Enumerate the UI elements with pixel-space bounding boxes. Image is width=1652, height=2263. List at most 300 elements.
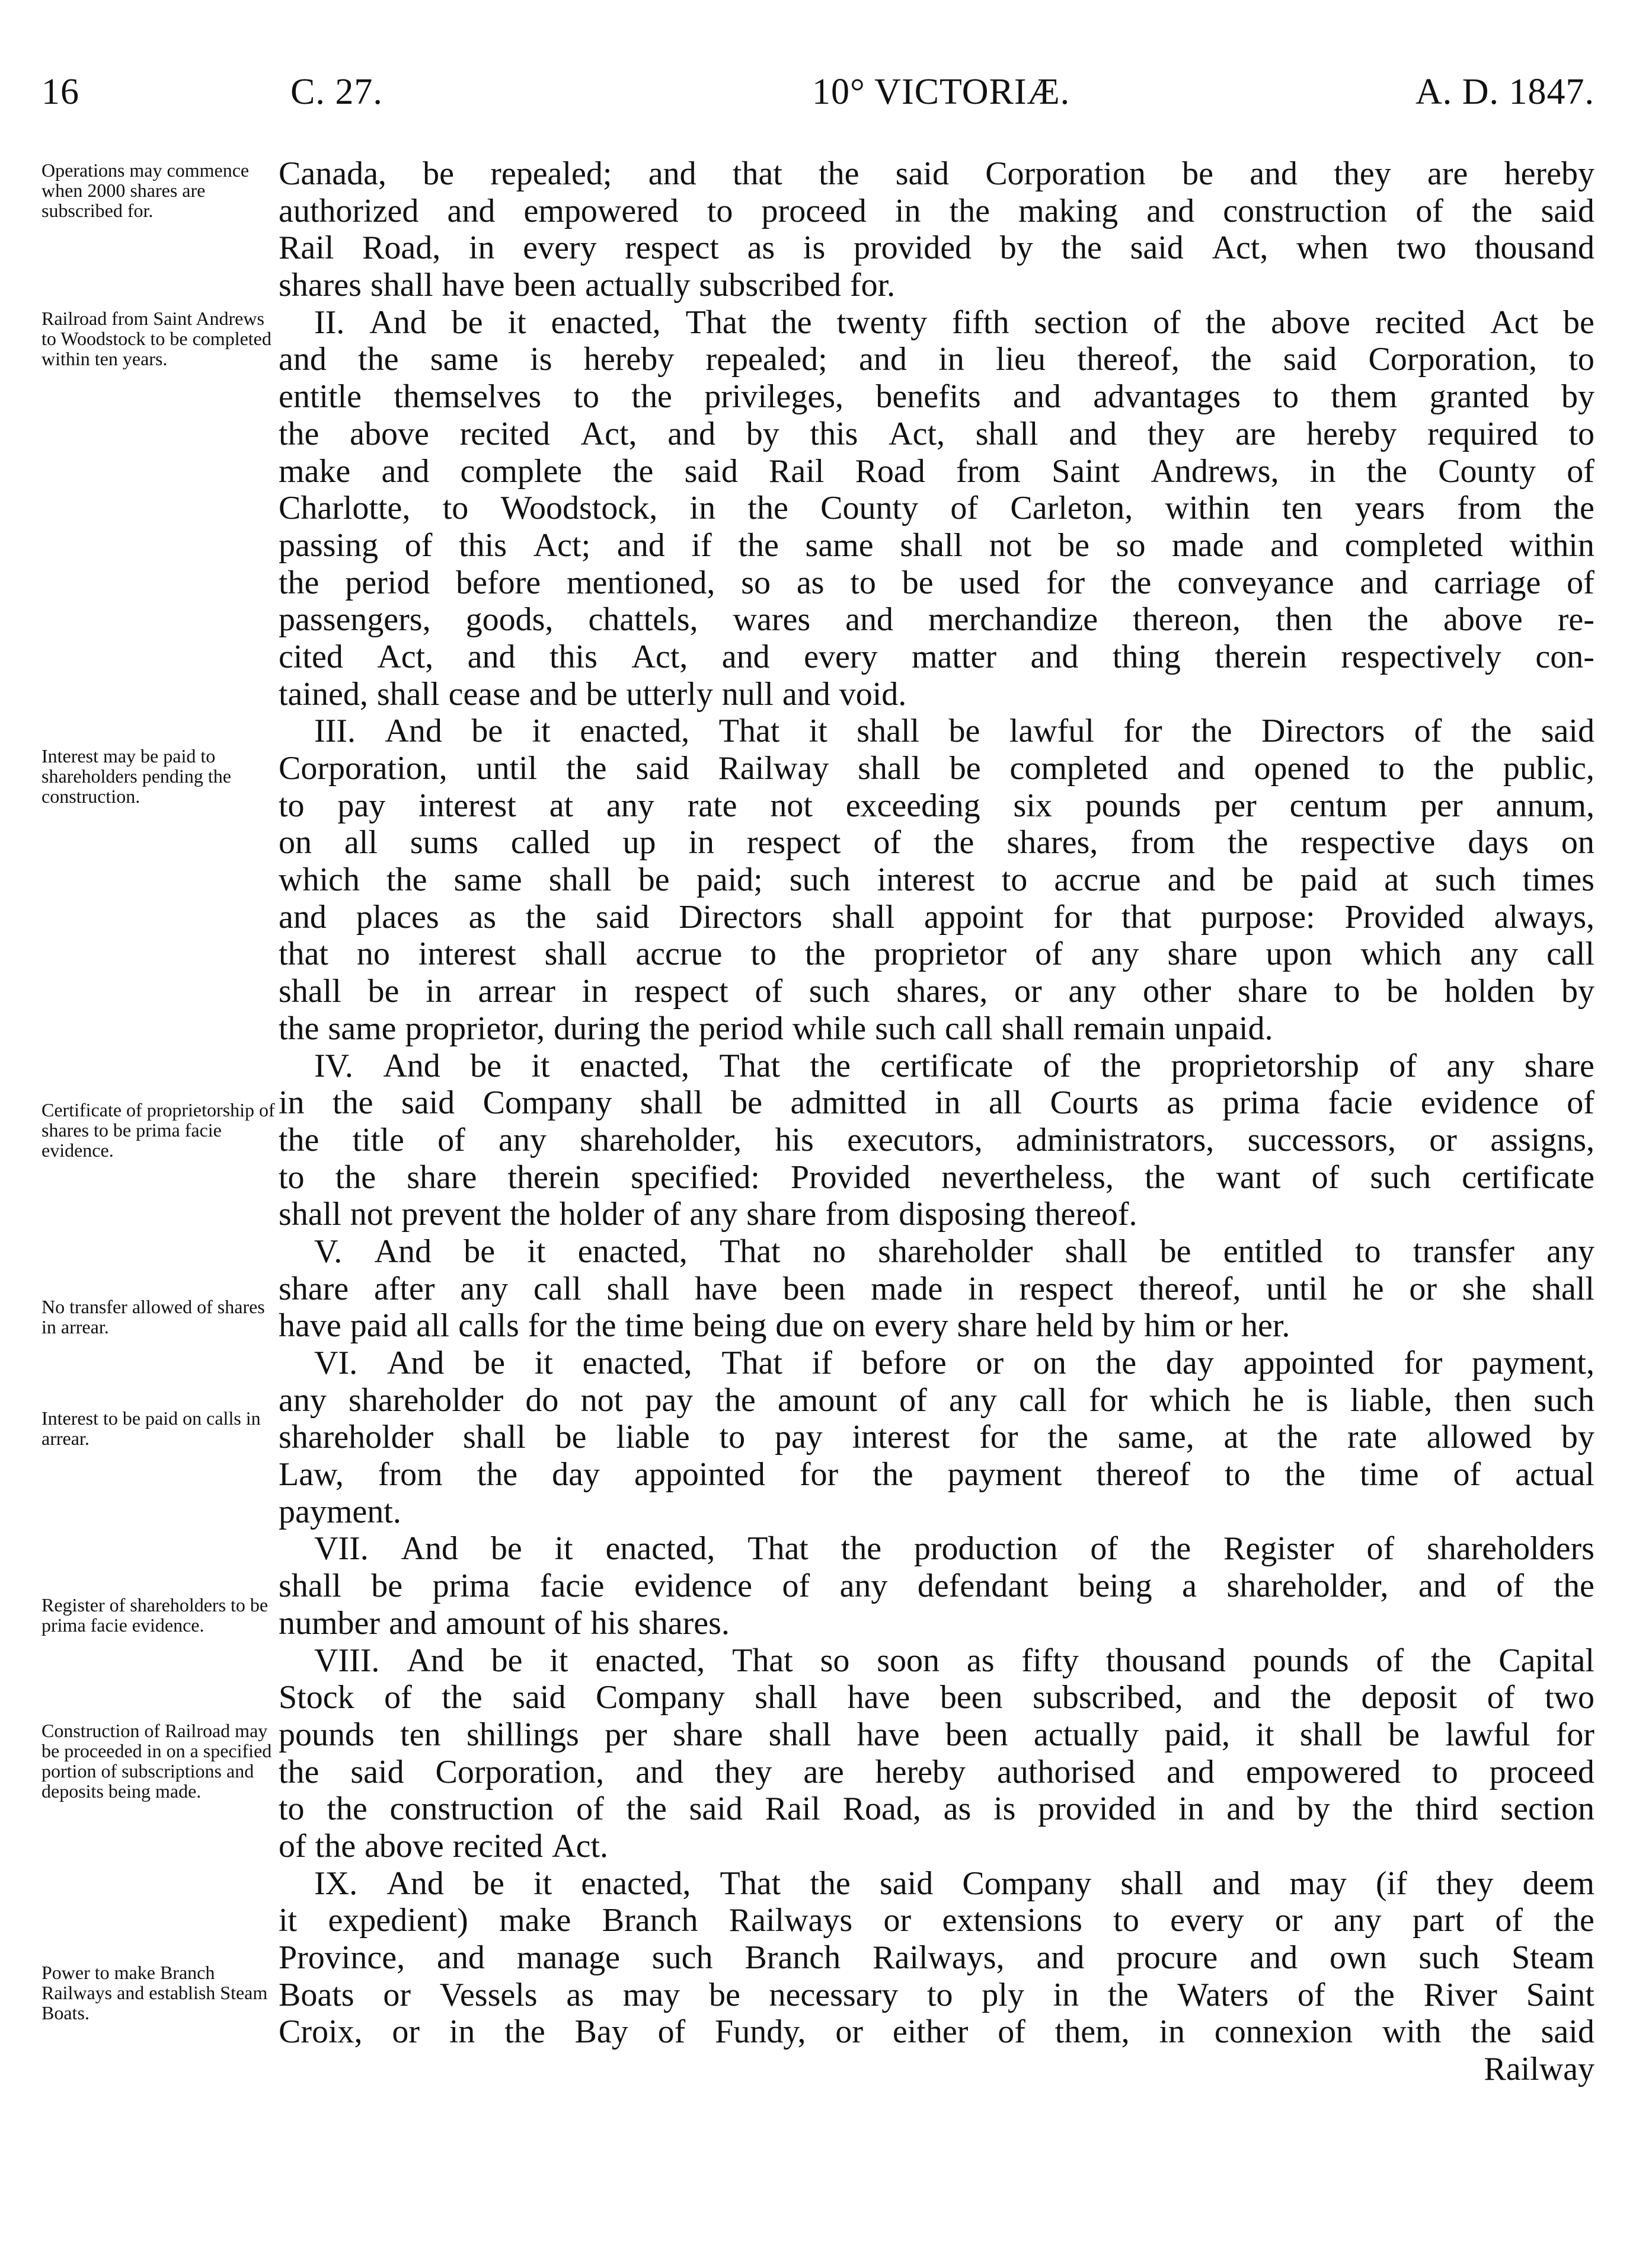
word: to	[1379, 750, 1405, 787]
word: authorized	[279, 192, 419, 229]
word: Act,	[1212, 229, 1268, 267]
word: twenty	[836, 304, 928, 341]
word: the	[934, 824, 974, 861]
word: section	[1500, 1790, 1595, 1828]
word: from	[956, 452, 1021, 490]
word: and	[1226, 1790, 1275, 1828]
word: it	[533, 1865, 552, 1902]
word: interest	[852, 1419, 950, 1456]
word: thing	[1112, 638, 1181, 675]
word: pay	[774, 1419, 823, 1456]
word: is	[1306, 1381, 1328, 1419]
word: the	[1430, 1642, 1472, 1679]
word: or	[835, 2013, 864, 2051]
text-line	[279, 1790, 1595, 1828]
word: by	[1102, 1307, 1136, 1345]
word: be	[949, 750, 981, 787]
text-line	[279, 1307, 1595, 1345]
word: not	[989, 526, 1032, 564]
word: and	[635, 1753, 683, 1790]
word: annum,	[1496, 787, 1595, 824]
word: wares	[733, 601, 811, 639]
word: until	[476, 750, 538, 787]
word: every	[523, 229, 597, 267]
word: in	[894, 192, 921, 229]
word: not	[350, 1196, 393, 1233]
word: That	[721, 1345, 782, 1381]
word: shall	[606, 1270, 670, 1307]
word: or	[383, 1976, 411, 2013]
word: entitled	[1223, 1233, 1323, 1270]
word: no	[356, 936, 390, 973]
word: of	[1415, 192, 1443, 229]
word: any	[948, 1381, 997, 1419]
word: every	[804, 638, 878, 675]
word: every	[1170, 1902, 1244, 1939]
word: make	[279, 452, 351, 490]
word: And	[385, 713, 442, 750]
word: in	[938, 341, 964, 378]
word: the	[1061, 229, 1102, 267]
word: Corporation,	[279, 750, 448, 787]
word: shillings	[466, 1716, 579, 1753]
word: Saint	[1526, 1976, 1595, 2013]
text-line	[279, 899, 1595, 936]
word: two	[1397, 229, 1447, 267]
word: such	[1418, 1939, 1480, 1976]
word: have	[442, 267, 505, 304]
word: That	[718, 713, 780, 750]
word: certificate	[1462, 1158, 1595, 1196]
word: him	[1144, 1307, 1196, 1345]
word: it	[532, 713, 551, 750]
word: shall	[857, 713, 920, 750]
word: to	[707, 192, 733, 229]
word: own	[1330, 1939, 1387, 1976]
word: pay	[337, 787, 386, 824]
word: be	[423, 155, 455, 192]
word: and	[616, 526, 665, 564]
word: thereof	[1096, 1456, 1190, 1493]
word: proprietor	[874, 936, 1007, 973]
word: any	[460, 1270, 509, 1307]
text-line	[279, 750, 1595, 787]
word: may	[1289, 1865, 1347, 1902]
word: Register	[1223, 1530, 1334, 1568]
word: by	[999, 229, 1033, 267]
word: therein	[507, 1158, 600, 1196]
word: the	[1150, 1530, 1191, 1568]
word: be	[1159, 1233, 1191, 1270]
word: specified:	[631, 1158, 760, 1196]
word: in	[581, 973, 608, 1010]
word: other	[1143, 973, 1212, 1010]
calendar-year: A. D. 1847.	[1415, 72, 1595, 112]
word: being	[1078, 1568, 1152, 1605]
word: or	[1274, 1902, 1303, 1939]
word: or	[1409, 1270, 1437, 1307]
word: places	[356, 898, 439, 936]
word: his	[590, 1604, 630, 1642]
word: made	[1172, 526, 1244, 564]
word: chattels,	[588, 601, 698, 639]
word: IV.	[314, 1047, 353, 1084]
word: hereby	[1306, 415, 1397, 452]
word: which	[1149, 1381, 1231, 1419]
word: shall	[640, 1084, 703, 1122]
word: been	[782, 1270, 846, 1307]
word: per	[1214, 787, 1257, 824]
word: carriage	[1434, 564, 1541, 601]
word: Boats	[279, 1976, 354, 2013]
word: and	[1167, 861, 1216, 899]
word: transfer	[1413, 1233, 1514, 1270]
word: hereby	[583, 341, 675, 378]
word: which	[1360, 936, 1442, 973]
word: thereof,	[1138, 1270, 1241, 1307]
word: by	[746, 415, 779, 452]
word: to	[1568, 341, 1595, 378]
word: same	[453, 861, 522, 899]
word: privileges,	[704, 378, 844, 416]
word: it	[554, 1530, 573, 1568]
word: the	[510, 1196, 551, 1233]
word: shareholder,	[1226, 1568, 1389, 1605]
word: shall	[900, 526, 963, 564]
word: the	[279, 1010, 319, 1047]
text-line	[279, 1828, 1595, 1865]
word: days	[1468, 824, 1529, 861]
word: any	[1446, 1047, 1495, 1084]
word: and	[648, 155, 696, 192]
word: enacted,	[551, 304, 661, 341]
word: held	[1036, 1307, 1094, 1345]
word: the	[1228, 824, 1268, 861]
word: that	[279, 936, 328, 973]
word: to	[442, 490, 469, 527]
word: and	[447, 192, 496, 229]
text-line	[279, 639, 1595, 676]
word: Andrews,	[1151, 452, 1279, 490]
word: shall	[370, 267, 433, 304]
word: And	[386, 1345, 445, 1381]
word: called	[510, 824, 590, 861]
word: thousand	[1105, 1642, 1226, 1679]
word: accrue	[635, 936, 723, 973]
word: call	[1018, 1381, 1067, 1419]
word: complete	[460, 452, 582, 490]
word: and	[279, 898, 327, 936]
text-line	[279, 193, 1595, 230]
word: to	[1113, 1902, 1139, 1939]
word: accrue	[1054, 861, 1141, 899]
word: lawful	[1445, 1716, 1530, 1753]
word: the	[566, 750, 607, 787]
text-line	[279, 1271, 1595, 1308]
word: as	[1167, 1084, 1194, 1122]
word: shall	[548, 861, 612, 899]
word: the	[315, 1827, 356, 1865]
word: of	[1496, 1568, 1524, 1605]
word: production	[913, 1530, 1058, 1568]
margin-note: No transfer allowed of shares in arrear.	[41, 1296, 265, 1338]
word: be	[948, 713, 980, 750]
word: matter	[911, 638, 996, 675]
word: (if	[1376, 1865, 1407, 1902]
word: of	[1366, 1530, 1395, 1568]
word: Corporation,	[1368, 341, 1538, 378]
word: prima	[432, 1568, 510, 1605]
word: pounds	[1252, 1642, 1349, 1679]
word: appointed	[634, 1456, 765, 1493]
word: of	[384, 1679, 412, 1716]
word: and	[1250, 1939, 1298, 1976]
word: in	[279, 1084, 305, 1122]
word: it	[549, 1642, 568, 1679]
word: any	[499, 1121, 547, 1158]
word: be	[368, 973, 400, 1010]
word: Rail	[769, 452, 825, 490]
word: required	[1427, 415, 1538, 452]
word: which	[279, 861, 360, 899]
word: time	[625, 1307, 684, 1345]
word: to	[279, 1158, 305, 1196]
word: respect	[746, 824, 841, 861]
word: and	[1069, 415, 1117, 452]
word: interest	[418, 936, 516, 973]
word: such	[789, 861, 851, 899]
word: of	[1297, 1976, 1325, 2013]
word: of	[1567, 564, 1595, 601]
word: shall	[768, 1716, 832, 1753]
word: a	[1182, 1568, 1197, 1605]
word: been	[945, 1716, 1008, 1753]
word: to	[1355, 1233, 1381, 1270]
word: Railway	[1484, 2051, 1595, 2088]
word: Bay	[574, 2013, 628, 2051]
word: admitted	[790, 1084, 907, 1122]
word: Act;	[533, 526, 591, 564]
word: provided	[1038, 1790, 1156, 1828]
word: the	[279, 1121, 319, 1158]
margin-note: Register of shareholders to be prima facie evidence.	[41, 1594, 269, 1636]
chapter-number: C. 27.	[290, 72, 383, 112]
word: her.	[1241, 1307, 1290, 1345]
text-line	[279, 1084, 1595, 1122]
word: and	[1250, 155, 1298, 192]
word: so	[820, 1642, 850, 1679]
word: defendant	[917, 1568, 1049, 1605]
word: shares.	[638, 1604, 730, 1642]
word: pay	[645, 1381, 694, 1419]
word: the	[442, 1679, 483, 1716]
word: is	[530, 341, 552, 378]
word: if	[691, 526, 712, 564]
word: all	[416, 1307, 450, 1345]
word: And	[401, 1530, 459, 1568]
word: two	[1544, 1679, 1595, 1716]
word: per	[1420, 787, 1463, 824]
word: any	[279, 1381, 327, 1419]
text-line	[279, 1977, 1595, 2014]
word: passengers,	[279, 601, 431, 639]
word: be	[586, 675, 618, 713]
word: Directors	[1261, 713, 1385, 750]
word: interest	[418, 787, 516, 824]
word: the	[1211, 341, 1252, 378]
word: rate	[1347, 1419, 1397, 1456]
word: that	[1121, 898, 1171, 936]
word: in	[449, 2013, 475, 2051]
word: the	[477, 1456, 518, 1493]
word: any	[1068, 973, 1117, 1010]
word: Railway	[718, 750, 829, 787]
word: it	[534, 1345, 553, 1381]
word: actual	[1515, 1456, 1595, 1493]
word: Act	[1490, 304, 1539, 341]
word: That	[685, 304, 747, 341]
word: And	[369, 304, 427, 341]
word: at	[549, 787, 574, 824]
word: his	[775, 1121, 814, 1158]
word: Company	[595, 1679, 725, 1716]
word: and	[782, 675, 830, 713]
word: the	[819, 155, 859, 192]
word: of	[1567, 1084, 1595, 1122]
word: so	[1116, 526, 1146, 564]
word: fifty	[1021, 1642, 1079, 1679]
word: to	[750, 936, 777, 973]
word: in	[689, 490, 716, 527]
word: as	[747, 229, 775, 267]
word: respectively	[1341, 638, 1501, 675]
word: then	[1454, 1381, 1512, 1419]
word: thousand	[1474, 229, 1595, 267]
word: Capital	[1498, 1642, 1595, 1679]
word: liable	[616, 1419, 690, 1456]
word: Rail	[279, 229, 334, 267]
word: are	[1235, 415, 1276, 452]
word: above	[350, 415, 429, 452]
text-line	[279, 378, 1595, 416]
word: And	[386, 1865, 444, 1902]
word: repealed;	[490, 155, 612, 192]
word: for	[1046, 564, 1085, 601]
text-line	[279, 713, 1595, 750]
word: shareholders	[1426, 1530, 1595, 1568]
word: granted	[1429, 378, 1529, 416]
word: the	[1472, 192, 1513, 229]
word: amount	[777, 1381, 877, 1419]
word: the	[1367, 601, 1408, 639]
word: said	[1130, 229, 1184, 267]
word: be	[1058, 526, 1089, 564]
word: the	[841, 1530, 882, 1568]
word: the	[333, 1084, 373, 1122]
word: call	[944, 1010, 993, 1047]
word: title	[352, 1121, 404, 1158]
word: proprietor,	[405, 1010, 545, 1047]
word: said	[1283, 341, 1337, 378]
word: Branch	[744, 1939, 841, 1976]
word: and	[1212, 1865, 1261, 1902]
word: And	[374, 1233, 432, 1270]
word: the	[626, 1790, 667, 1828]
word: been	[940, 1679, 1003, 1716]
word: any	[1091, 936, 1139, 973]
word: on	[1033, 1345, 1066, 1381]
text-line	[279, 1345, 1595, 1382]
word: Road,	[842, 1790, 921, 1828]
word: in	[468, 229, 495, 267]
word: Stock	[279, 1679, 354, 1716]
word: nevertheless,	[941, 1158, 1114, 1196]
word: and	[845, 601, 894, 639]
word: times	[1522, 861, 1595, 899]
margin-note: Power to make Branch Railways and establish Steam Boats.	[41, 1962, 268, 2023]
word: shall	[1299, 1716, 1363, 1753]
text-line	[279, 824, 1595, 861]
word: the	[279, 415, 319, 452]
word: it	[809, 713, 827, 750]
word: Charlotte,	[279, 490, 411, 527]
text-line	[279, 676, 1595, 713]
text-line	[279, 973, 1595, 1010]
word: the	[1352, 1790, 1394, 1828]
text-line	[279, 155, 1595, 193]
word: the	[1107, 1976, 1149, 2013]
word: Directors	[679, 898, 803, 936]
word: of	[1035, 936, 1063, 973]
word: facie	[539, 1568, 605, 1605]
word: as	[468, 898, 497, 936]
word: share	[673, 1716, 743, 1753]
word: opened	[1254, 750, 1350, 787]
word: he	[1252, 1381, 1284, 1419]
word: to	[1568, 415, 1595, 452]
word: calls	[458, 1307, 519, 1345]
word: of	[1414, 713, 1442, 750]
text-line	[279, 1754, 1595, 1791]
word: Act,	[889, 415, 945, 452]
word: due	[775, 1307, 824, 1345]
word: of	[1495, 1902, 1523, 1939]
word: County	[1438, 452, 1536, 490]
word: passing	[279, 526, 378, 564]
word: they	[1334, 155, 1391, 192]
word: shall	[1120, 1865, 1184, 1902]
word: or	[392, 2013, 420, 2051]
word: lawful	[1009, 713, 1094, 750]
word: such	[1434, 861, 1496, 899]
word: That	[747, 1530, 809, 1568]
word: shall	[1532, 1270, 1595, 1307]
word: That	[720, 1865, 781, 1902]
word: hereby	[1504, 155, 1595, 192]
word: or	[1204, 1307, 1232, 1345]
text-line	[279, 1568, 1595, 1605]
word: and	[721, 638, 770, 675]
word: Railways	[728, 1902, 853, 1939]
word: unpaid.	[1174, 1010, 1273, 1047]
word: any	[839, 1568, 888, 1605]
word: lieu	[996, 341, 1046, 378]
word: centum	[1289, 787, 1388, 824]
word: of	[404, 526, 433, 564]
word: and	[1167, 1753, 1215, 1790]
word: of	[1389, 1047, 1417, 1084]
word: the	[649, 1010, 690, 1047]
